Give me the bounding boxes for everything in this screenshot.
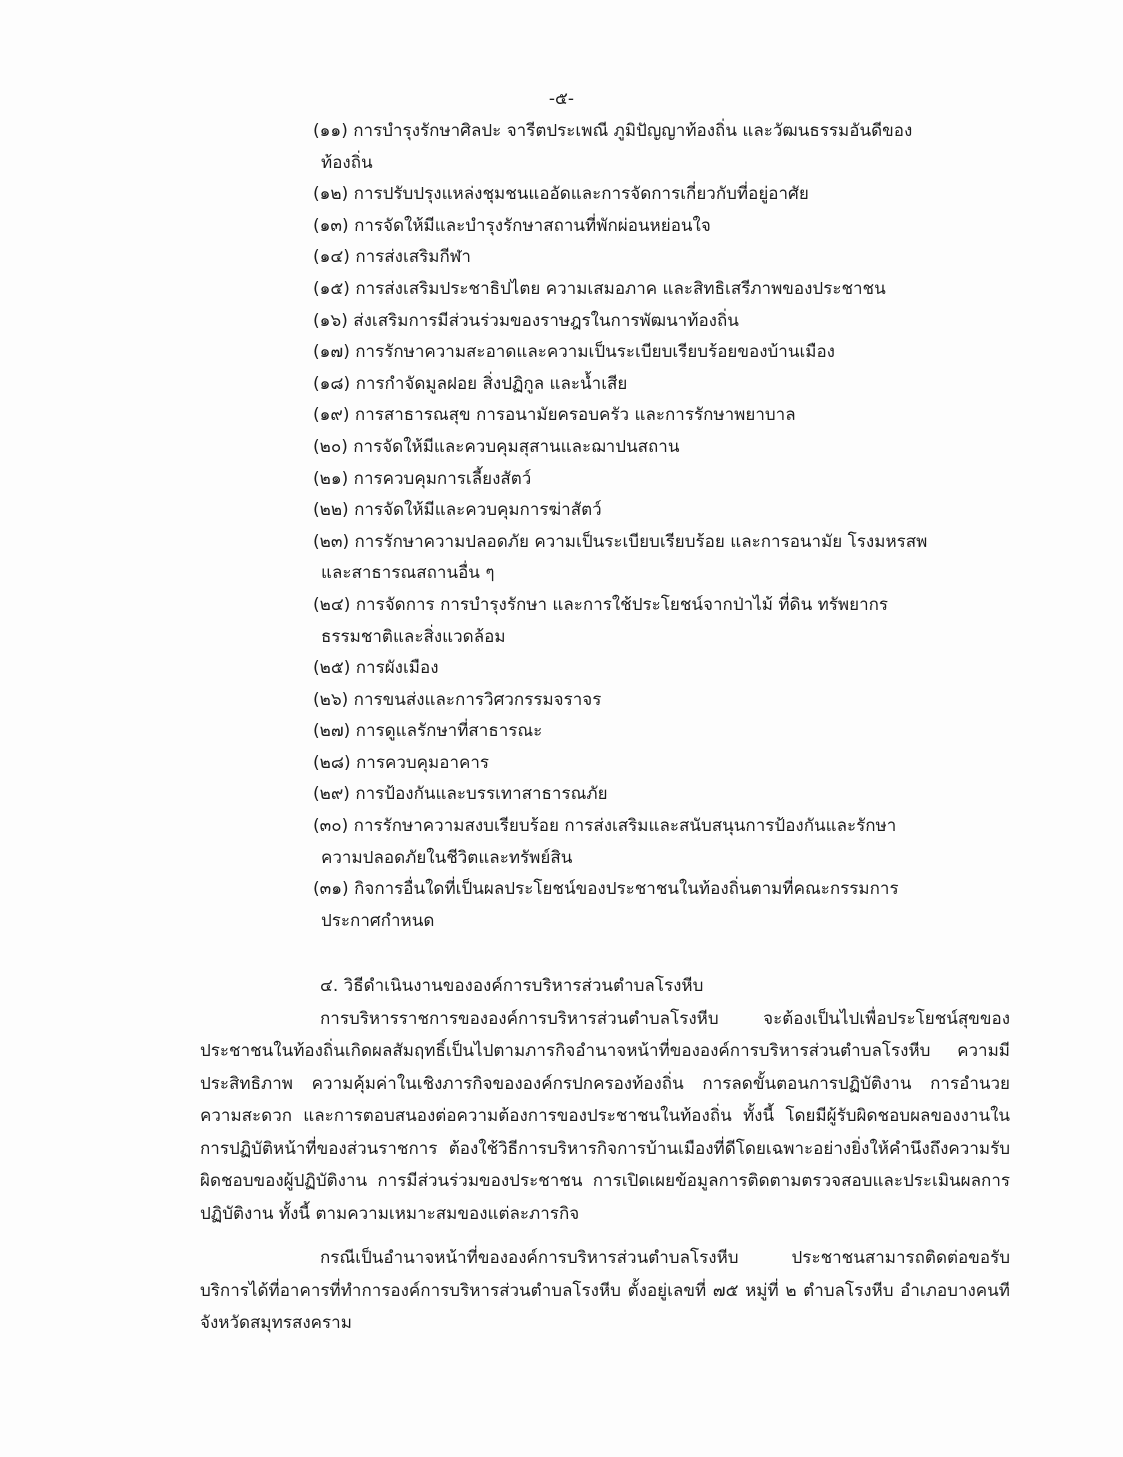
list-item-line: (๒๓) การรักษาความปลอดภัย ความเป็นระเบียบเรียบร้อย และการอนามัย โรงมหรสพ xyxy=(313,531,928,552)
section-heading: ๔. วิธีดำเนินงานขององค์การบริหารส่วนตำบลโรงหีบ xyxy=(320,976,704,996)
list-item-line: (๒๒) การจัดให้มีและควบคุมการฆ่าสัตว์ xyxy=(313,500,602,521)
list-item-line: (๑๑) การบำรุงรักษาศิลปะ จารีตประเพณี ภูมิปัญญาท้องถิ่น และวัฒนธรรมอันดีของ xyxy=(313,121,913,141)
list-item-line: (๒๐) การจัดให้มีและควบคุมสุสานและฌาปนสถาน xyxy=(313,436,680,457)
operations-section xyxy=(200,970,1010,1340)
list-item-line: (๒๘) การควบคุมอาคาร xyxy=(313,752,490,773)
list-item xyxy=(313,432,953,464)
list-item xyxy=(313,495,953,527)
page-number: -๕- xyxy=(548,89,575,109)
list-item-line: (๑๔) การส่งเสริมกีฬา xyxy=(313,247,471,268)
list-item-line: (๒๖) การขนส่งและการวิศวกรรมจราจร xyxy=(313,689,602,710)
list-item-line: (๒๗) การดูแลรักษาที่สาธารณะ xyxy=(313,721,543,742)
duties-list xyxy=(313,116,953,937)
list-item-line: (๑๗) การรักษาความสะอาดและความเป็นระเบียบเรียบร้อยของบ้านเมือง xyxy=(313,342,835,363)
list-item xyxy=(313,685,953,717)
list-item-line: (๒๑) การควบคุมการเลี้ยงสัตว์ xyxy=(313,468,532,489)
list-item-line: (๒๕) การผังเมือง xyxy=(313,658,439,679)
list-item xyxy=(313,590,953,653)
list-item-line: (๓๐) การรักษาความสงบเรียบร้อย การส่งเสริมและสนับสนุนการป้องกันและรักษา xyxy=(313,816,897,837)
list-item xyxy=(313,779,953,811)
list-item-line: (๑๘) การกำจัดมูลฝอย สิ่งปฏิกูล และน้ำเสีย xyxy=(313,373,628,394)
list-item xyxy=(313,306,953,338)
list-item-line: (๒๙) การป้องกันและบรรเทาสาธารณภัย xyxy=(313,784,608,805)
list-item-line: (๑๙) การสาธารณสุข การอนามัยครอบครัว และการรักษาพยาบาล xyxy=(313,405,796,426)
section-paragraph-contact: กรณีเป็นอำนาจหน้าที่ขององค์การบริหารส่วนตำบลโรงหีบ ประชาชนสามารถติดต่อขอรับบริการได้ที่อาคารที่ทำการองค์การบริหารส่วนตำบลโรงหีบ ตั้งอยู่เลขที่ ๗๕ หมู่ที่ ๒ ตำบลโรงหีบ อำเภอบางคนที จังหวัดสมุทรสงคราม xyxy=(200,1248,1010,1333)
list-item xyxy=(313,369,953,401)
list-item-line: (๑๒) การปรับปรุงแหล่งชุมชนแออัดและการจัดการเกี่ยวกับที่อยู่อาศัย xyxy=(313,184,809,205)
list-item-line: (๑๓) การจัดให้มีและบำรุงรักษาสถานที่พักผ่อนหย่อนใจ xyxy=(313,215,711,236)
list-item xyxy=(313,716,953,748)
list-item-line: (๑๖) ส่งเสริมการมีส่วนร่วมของราษฎรในการพัฒนาท้องถิ่น xyxy=(313,310,739,331)
list-item xyxy=(313,527,953,590)
list-item xyxy=(313,211,953,243)
list-item-continuation: ประกาศกำหนด xyxy=(321,910,435,931)
list-item-continuation: ท้องถิ่น xyxy=(321,152,373,173)
list-item-continuation: และสาธารณสถานอื่น ๆ xyxy=(321,563,495,584)
list-item xyxy=(313,400,953,432)
list-item xyxy=(313,179,953,211)
list-item-line: (๑๕) การส่งเสริมประชาธิปไตย ความเสมอภาค และสิทธิเสรีภาพของประชาชน xyxy=(313,278,886,299)
list-item xyxy=(313,274,953,306)
list-item xyxy=(313,116,953,179)
section-paragraph-administration: การบริหารราชการขององค์การบริหารส่วนตำบลโรงหีบ จะต้องเป็นไปเพื่อประโยชน์สุขของประชาชนในท้องถิ่นเกิดผลสัมฤทธิ์เป็นไปตามภารกิจอำนาจหน้าที่ขององค์การบริหารส่วนตำบลโรงหีบ ความมีประสิทธิภาพ ความคุ้มค่าในเชิงภารกิจขององค์กรปกครองท้องถิ่น การลดขั้นตอนการปฏิบัติงาน การอำนวยความสะดวก และการตอบสนองต่อความต้องการของประชาชนในท้องถิ่น ทั้งนี้ โดยมีผู้รับผิดชอบผลของงานในการปฏิบัติหน้าที่ของส่วนราชการ ต้องใช้วิธีการบริหารกิจการบ้านเมืองที่ดีโดยเฉพาะอย่างยิ่งให้คำนึงถึงความรับผิดชอบของผู้ปฏิบัติงาน การมีส่วนร่วมของประชาชน การเปิดเผยข้อมูลการติดตามตรวจสอบและประเมินผลการปฏิบัติงาน ทั้งนี้ ตามความเหมาะสมของแต่ละภารกิจ xyxy=(200,1008,1010,1224)
list-item xyxy=(313,748,953,780)
list-item xyxy=(313,464,953,496)
list-item-line: (๒๔) การจัดการ การบำรุงรักษา และการใช้ประโยชน์จากป่าไม้ ที่ดิน ทรัพยากร xyxy=(313,594,889,615)
list-item xyxy=(313,337,953,369)
list-item xyxy=(313,653,953,685)
list-item-line: (๓๑) กิจการอื่นใดที่เป็นผลประโยชน์ของประชาชนในท้องถิ่นตามที่คณะกรรมการ xyxy=(313,879,899,900)
list-item-continuation: ความปลอดภัยในชีวิตและทรัพย์สิน xyxy=(321,847,573,868)
list-item-continuation: ธรรมชาติและสิ่งแวดล้อม xyxy=(321,626,506,647)
list-item xyxy=(313,242,953,274)
list-item xyxy=(313,811,953,874)
list-item xyxy=(313,874,953,937)
